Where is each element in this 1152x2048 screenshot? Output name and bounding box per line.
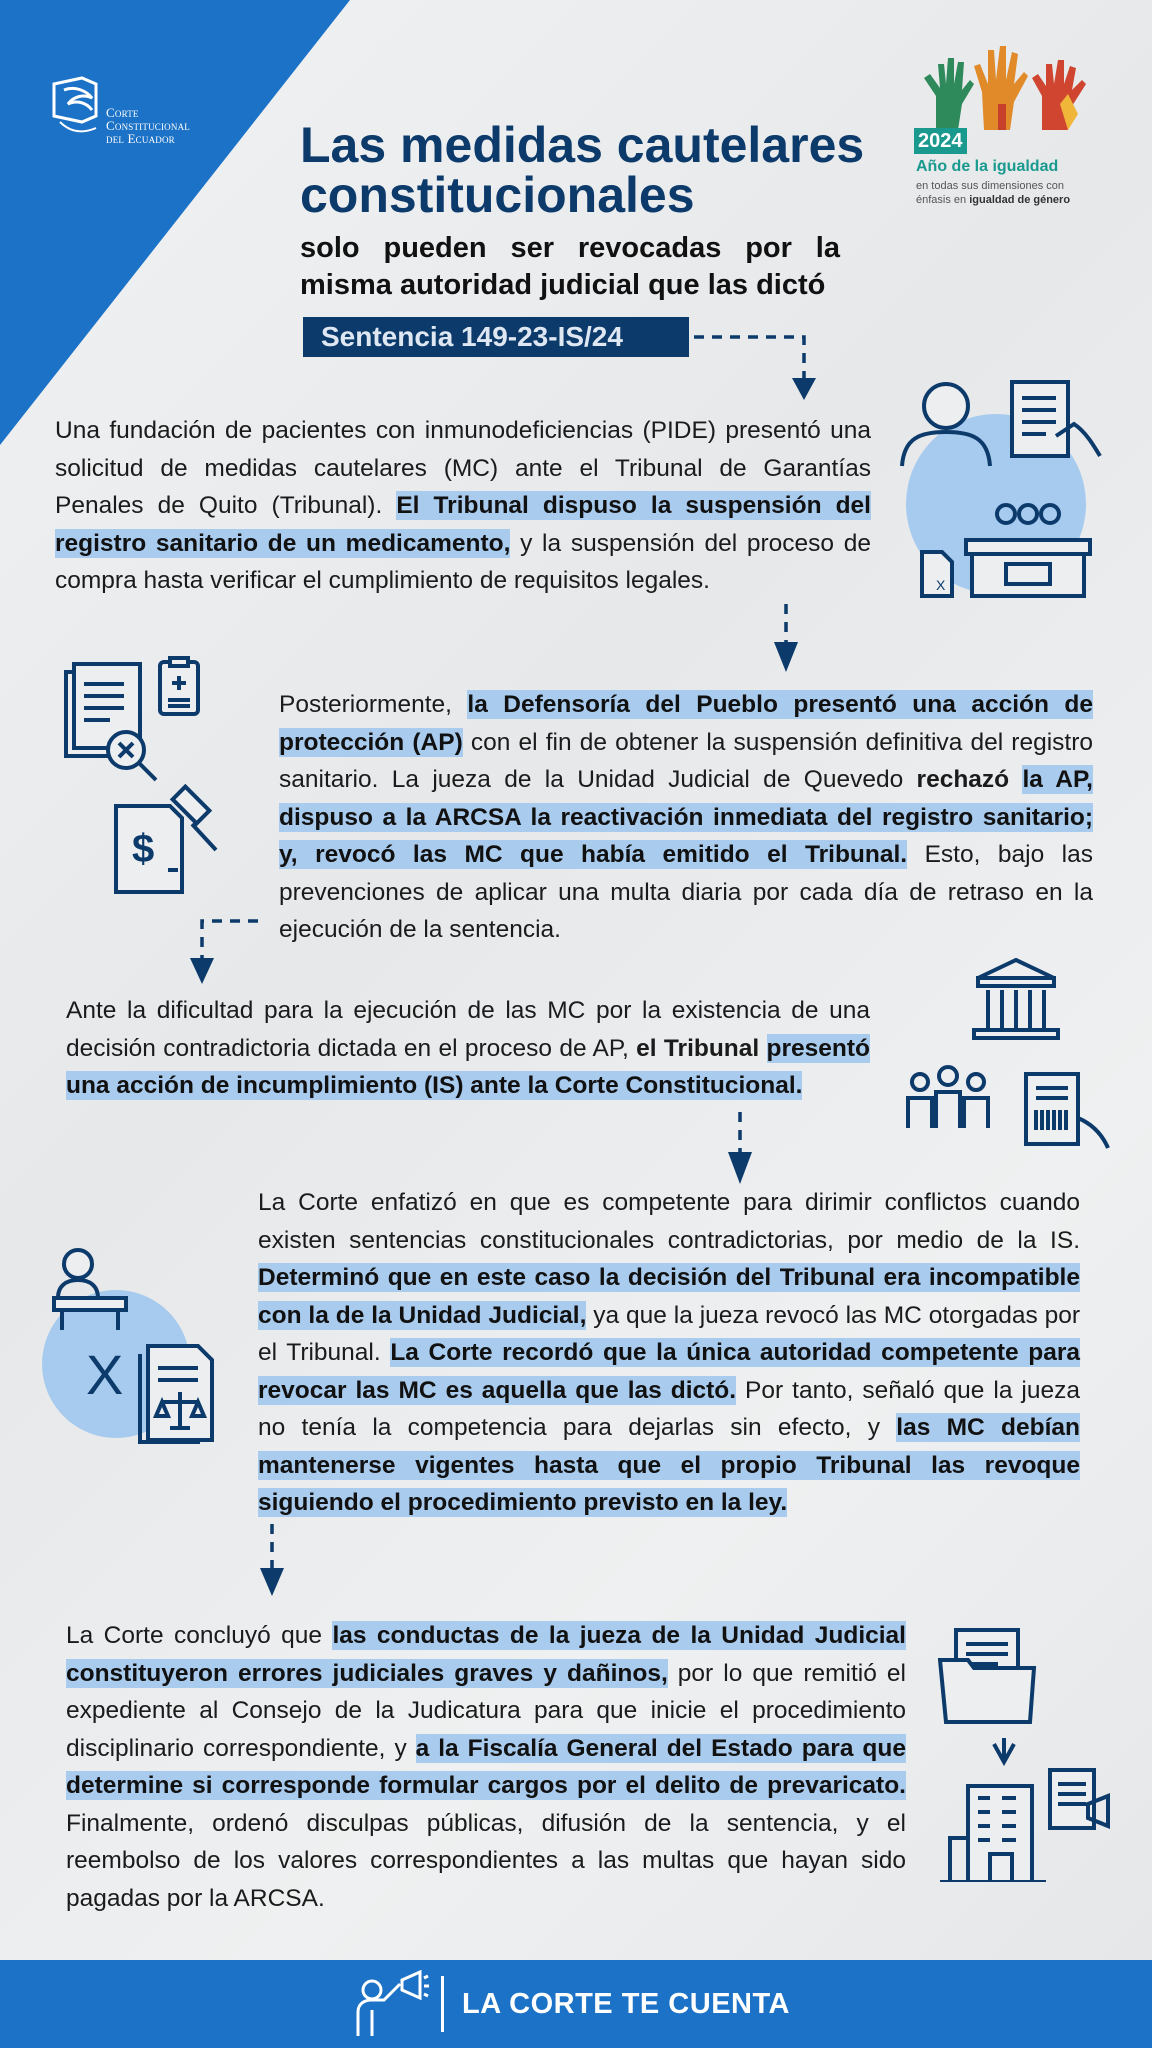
p3-text-1: Ante la dificultad para la ejecución de las MC por la existencia de una decisión contradictoria dictada en el proceso de AP, [66,997,870,1062]
p5-highlight-1: las conductas de la jueza de la Unidad Judicial constituyeron errores judiciales graves y dañinos, [66,1622,906,1687]
folder-to-building-icon [938,1626,1114,1882]
p3-text-2 [759,1035,766,1062]
page-title [300,117,900,223]
corner-triangle [0,0,350,445]
p5-text-2: por lo que remitió el expediente al Consejo de la Judicatura para que inicie el procedimiento disciplinario correspondiente, y [66,1659,906,1762]
p4-text-1: La Corte enfatizó en que es competente para dirimir conflictos cuando existen sentencias constitucionales contradictorias, por medio de la IS. [258,1189,1080,1254]
footer-bar [0,1960,1152,2048]
dollar-sign-glyph: $ [132,827,155,871]
logo-line-3: del Ecuador [106,131,175,146]
p1-text-1: Una fundación de pacientes con inmunodeficiencias (PIDE) presentó una solicitud de medidas cautelares (MC) ante el Tribunal de Garantías Penales de Quito (Tribunal). [55,417,871,519]
paragraph-2 [279,686,1093,949]
p4-text-2: ya que la jueza revocó las MC otorgadas por el Tribunal. [258,1301,1081,1366]
footer-title: LA CORTE TE CUENTA [462,1988,790,2020]
paragraph-5 [66,1617,906,1917]
x-letter: X [86,1343,124,1406]
p3-bold-1: el Tribunal [636,1034,760,1062]
p2-text-4: Esto, bajo las prevenciones de aplicar una multa diaria por cada día de retraso en la ejecución de la sentencia. [279,841,1094,943]
judge-scales-icon [40,1246,240,1446]
raised-hands-icon [918,44,1108,130]
badge-line-3-prefix: énfasis en [916,194,970,206]
paragraph-3 [66,992,870,1105]
page-subtitle: solo pueden ser revocadas por la misma autoridad judicial que las dictó [300,232,840,301]
p4-highlight-2: La Corte recordó que la única autoridad competente para revocar las MC es aquella que las dictó. [258,1339,1080,1404]
badge-line-3 [916,194,1070,206]
p2-bold-1: rechazó [916,766,1010,793]
badge-line-2: en todas sus dimensiones con [916,180,1064,192]
title-line-2: constitucionales [300,167,695,223]
p4-highlight-3: las MC debían mantenerse vigentes hasta que el propio Tribunal las revoque siguiendo el procedimiento previsto en la ley. [258,1414,1080,1516]
paragraph-4 [258,1184,1080,1522]
sentencia-label: Sentencia 149-23-IS/24 [303,317,689,357]
badge-title: Año de la igualdad [916,158,1059,175]
equality-year-badge [910,44,1110,214]
p3-highlight-1: presentó una acción de incumplimiento (IS) ante la Corte Constitucional. [66,1034,870,1099]
footer-separator [441,1976,444,2032]
document-cancel-icon [62,656,232,896]
p5-text-1: La Corte concluyó que [66,1622,333,1649]
p1-highlight-1: El Tribunal dispuso la suspensión del registro sanitario de un medicamento, [55,492,871,557]
court-building-people-icon [902,952,1114,1152]
badge-line-3-bold: igualdad de género [969,194,1071,206]
court-logo-mark-icon [52,76,98,144]
p4-text-3: Por tanto, señaló que la jueza no tenía la competencia para dejarlas sin efecto, y [258,1376,1081,1441]
court-logo [52,76,232,146]
presenter-megaphone-icon [350,1970,430,2038]
p2-text-3 [1009,766,1022,793]
logo-line-1: Corte [106,105,139,120]
p1-text-2: y la suspensión del proceso de compra hasta verificar el cumplimiento de requisitos legales. [55,529,871,594]
logo-line-2: Constitucional [106,118,190,133]
tribunal-meeting-icon [896,376,1116,602]
title-line-1: Las medidas cautelares [300,117,865,173]
p2-highlight-2: la AP, dispuso a la ARCSA la reactivación inmediata del registro sanitario; y, revocó las MC que había emitido el Tribunal. [279,766,1093,868]
p2-text-2: con el fin de obtener la suspensión definitiva del registro sanitario. La jueza de la Unidad Judicial de Quevedo [279,728,1093,793]
p2-text-1: Posteriormente, [279,691,468,718]
doc-x-mark: X [936,577,946,593]
p5-text-3: Finalmente, ordenó disculpas públicas, difusión de la sentencia, y el reembolso de los valores correspondientes a las multas que hayan sido pagadas por la ARCSA. [66,1809,906,1912]
paragraph-1 [55,412,871,600]
p4-highlight-1: Determinó que en este caso la decisión del Tribunal era incompatible con la de la Unidad Judicial, [258,1264,1080,1329]
badge-year: 2024 [914,128,967,154]
p5-highlight-2: a la Fiscalía General del Estado para que determine si corresponde formular cargos por el delito de prevaricato. [66,1734,906,1799]
p2-highlight-1: la Defensoría del Pueblo presentó una acción de protección (AP) [279,691,1093,756]
